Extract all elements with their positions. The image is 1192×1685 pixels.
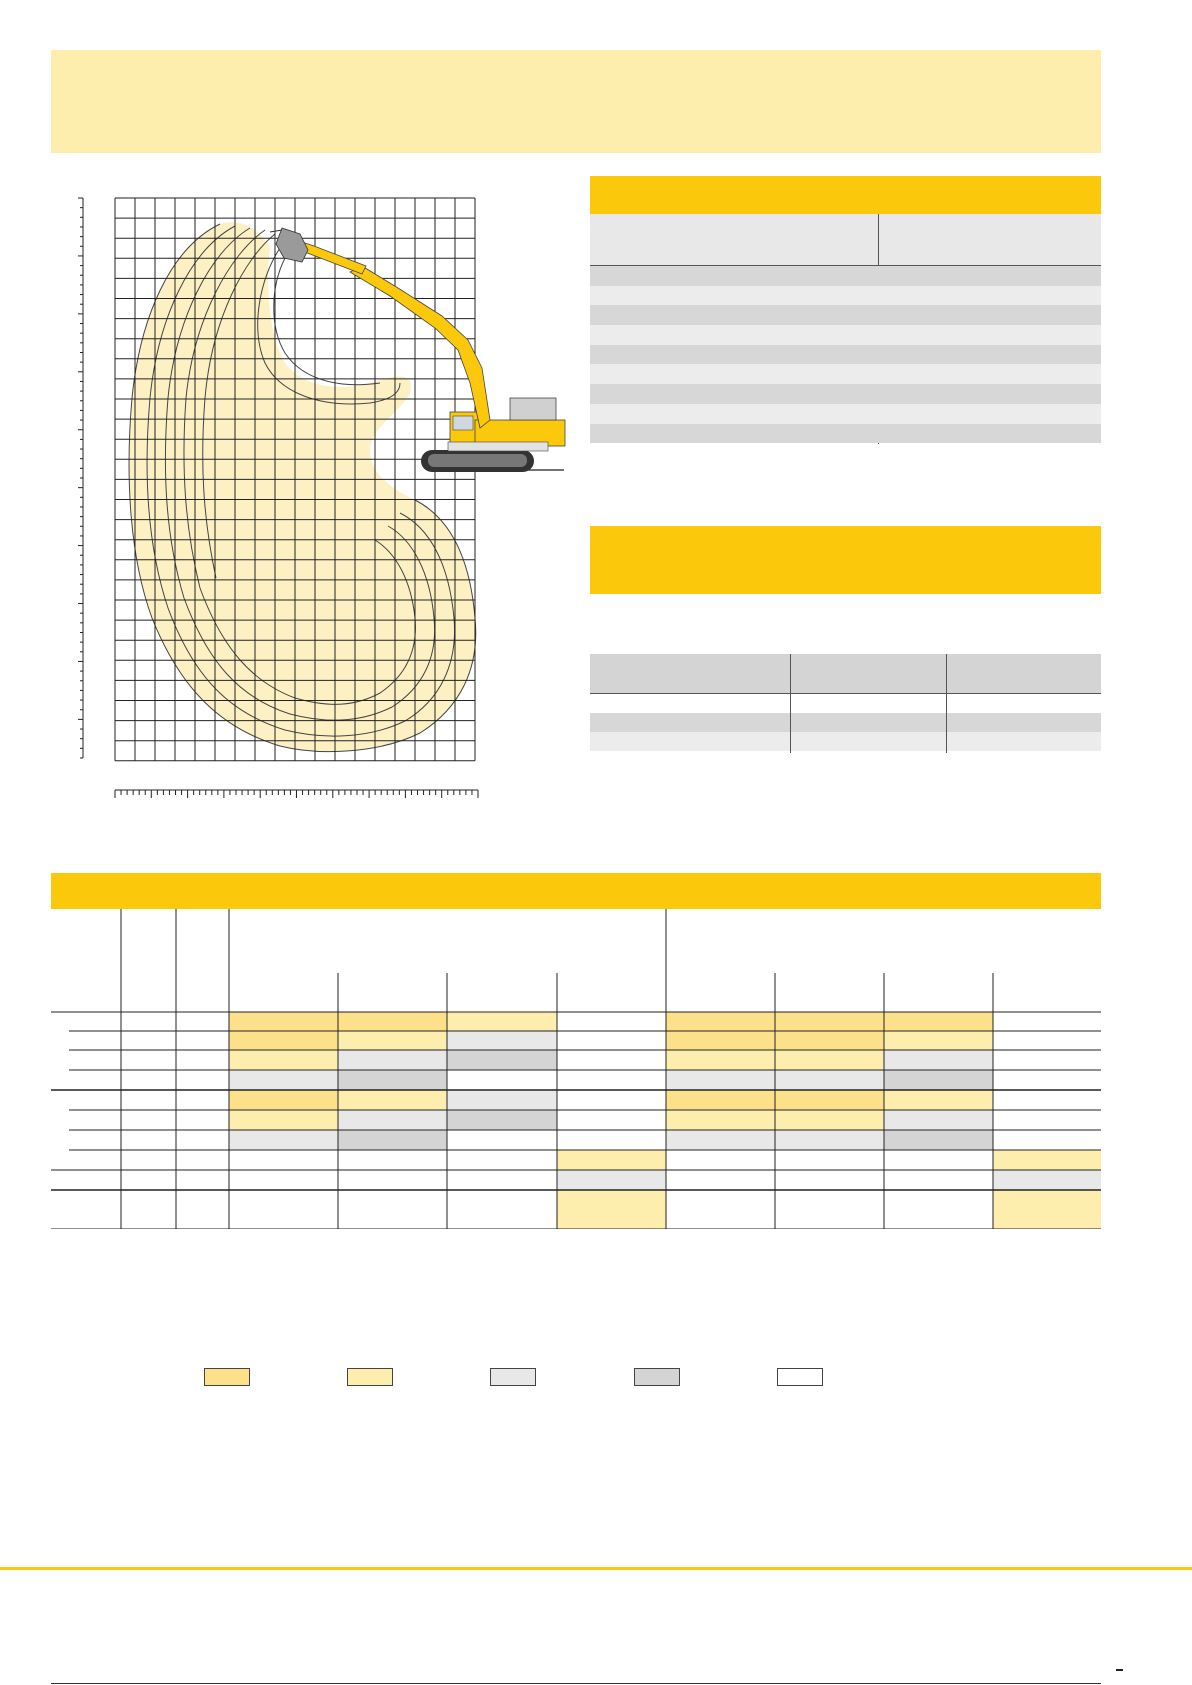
table-cell xyxy=(666,1012,775,1031)
table-cell xyxy=(338,1110,447,1130)
table-cell xyxy=(447,1031,557,1050)
table-cell xyxy=(447,1012,557,1031)
table-cell xyxy=(557,1170,666,1190)
table-cell xyxy=(775,1090,884,1110)
legend-swatch xyxy=(777,1368,823,1386)
table-cell xyxy=(775,1050,884,1070)
table-row xyxy=(590,384,1101,404)
table-cell xyxy=(775,1110,884,1130)
legend-swatch xyxy=(347,1368,393,1386)
variant-table-header-bar xyxy=(590,526,1101,594)
table-cell xyxy=(884,1070,993,1090)
spec-table-body xyxy=(590,266,1101,443)
table-cell xyxy=(338,1070,447,1090)
combination-table-header-bar xyxy=(51,873,1101,909)
legend-swatch xyxy=(490,1368,536,1386)
legend xyxy=(0,1368,1192,1388)
table-cell xyxy=(338,1012,447,1031)
header-banner xyxy=(51,50,1101,153)
table-row xyxy=(590,345,1101,365)
variant-table-body xyxy=(590,694,1101,751)
table-row xyxy=(590,694,1101,713)
table-cell xyxy=(666,1070,775,1090)
page-mark xyxy=(1116,1669,1123,1671)
table-cell xyxy=(447,1110,557,1130)
table-cell xyxy=(884,1031,993,1050)
table-cell xyxy=(884,1012,993,1031)
table-row xyxy=(590,404,1101,424)
legend-swatch xyxy=(634,1368,680,1386)
digging-envelope-diagram xyxy=(70,188,590,800)
table-cell xyxy=(338,1130,447,1150)
table-cell xyxy=(229,1012,338,1031)
table-cell xyxy=(229,1130,338,1150)
table-cell xyxy=(666,1031,775,1050)
combination-table-svg xyxy=(51,909,1101,1229)
table-cell xyxy=(229,1031,338,1050)
table-cell xyxy=(447,1050,557,1070)
combination-table xyxy=(51,909,1101,1229)
variant-table-column-header xyxy=(590,654,1101,694)
table-row xyxy=(590,305,1101,325)
table-cell xyxy=(884,1130,993,1150)
table-cell xyxy=(884,1110,993,1130)
table-cell xyxy=(993,1150,1101,1170)
table-cell xyxy=(666,1050,775,1070)
variant-table-divider xyxy=(946,654,947,753)
table-row xyxy=(590,325,1101,345)
table-cell xyxy=(666,1130,775,1150)
table-row xyxy=(590,732,1101,751)
table-row xyxy=(590,286,1101,306)
table-cell xyxy=(993,1170,1101,1190)
table-row xyxy=(590,266,1101,286)
legend-swatch xyxy=(204,1368,250,1386)
table-cell xyxy=(775,1031,884,1050)
table-row xyxy=(590,364,1101,384)
table-cell xyxy=(229,1070,338,1090)
table-cell xyxy=(884,1050,993,1070)
reach-area xyxy=(129,222,476,751)
table-cell xyxy=(666,1090,775,1110)
digging-envelope-svg xyxy=(70,188,590,800)
table-row xyxy=(590,713,1101,732)
table-cell xyxy=(993,1190,1101,1229)
table-cell xyxy=(338,1031,447,1050)
table-cell xyxy=(666,1110,775,1130)
table-cell xyxy=(229,1110,338,1130)
table-cell xyxy=(557,1190,666,1229)
footer-accent-line xyxy=(0,1567,1192,1570)
spec-table-header-bar xyxy=(590,176,1101,214)
table-cell xyxy=(447,1090,557,1110)
footer-rule xyxy=(51,1683,1101,1684)
table-cell xyxy=(338,1050,447,1070)
table-cell xyxy=(338,1090,447,1110)
table-cell xyxy=(557,1150,666,1170)
table-cell xyxy=(775,1012,884,1031)
table-cell xyxy=(775,1130,884,1150)
table-cell xyxy=(229,1090,338,1110)
table-cell xyxy=(884,1090,993,1110)
table-cell xyxy=(229,1050,338,1070)
spec-table-column-header xyxy=(590,214,1101,266)
table-cell xyxy=(775,1070,884,1090)
variant-table-divider xyxy=(790,654,791,753)
table-row xyxy=(590,424,1101,444)
